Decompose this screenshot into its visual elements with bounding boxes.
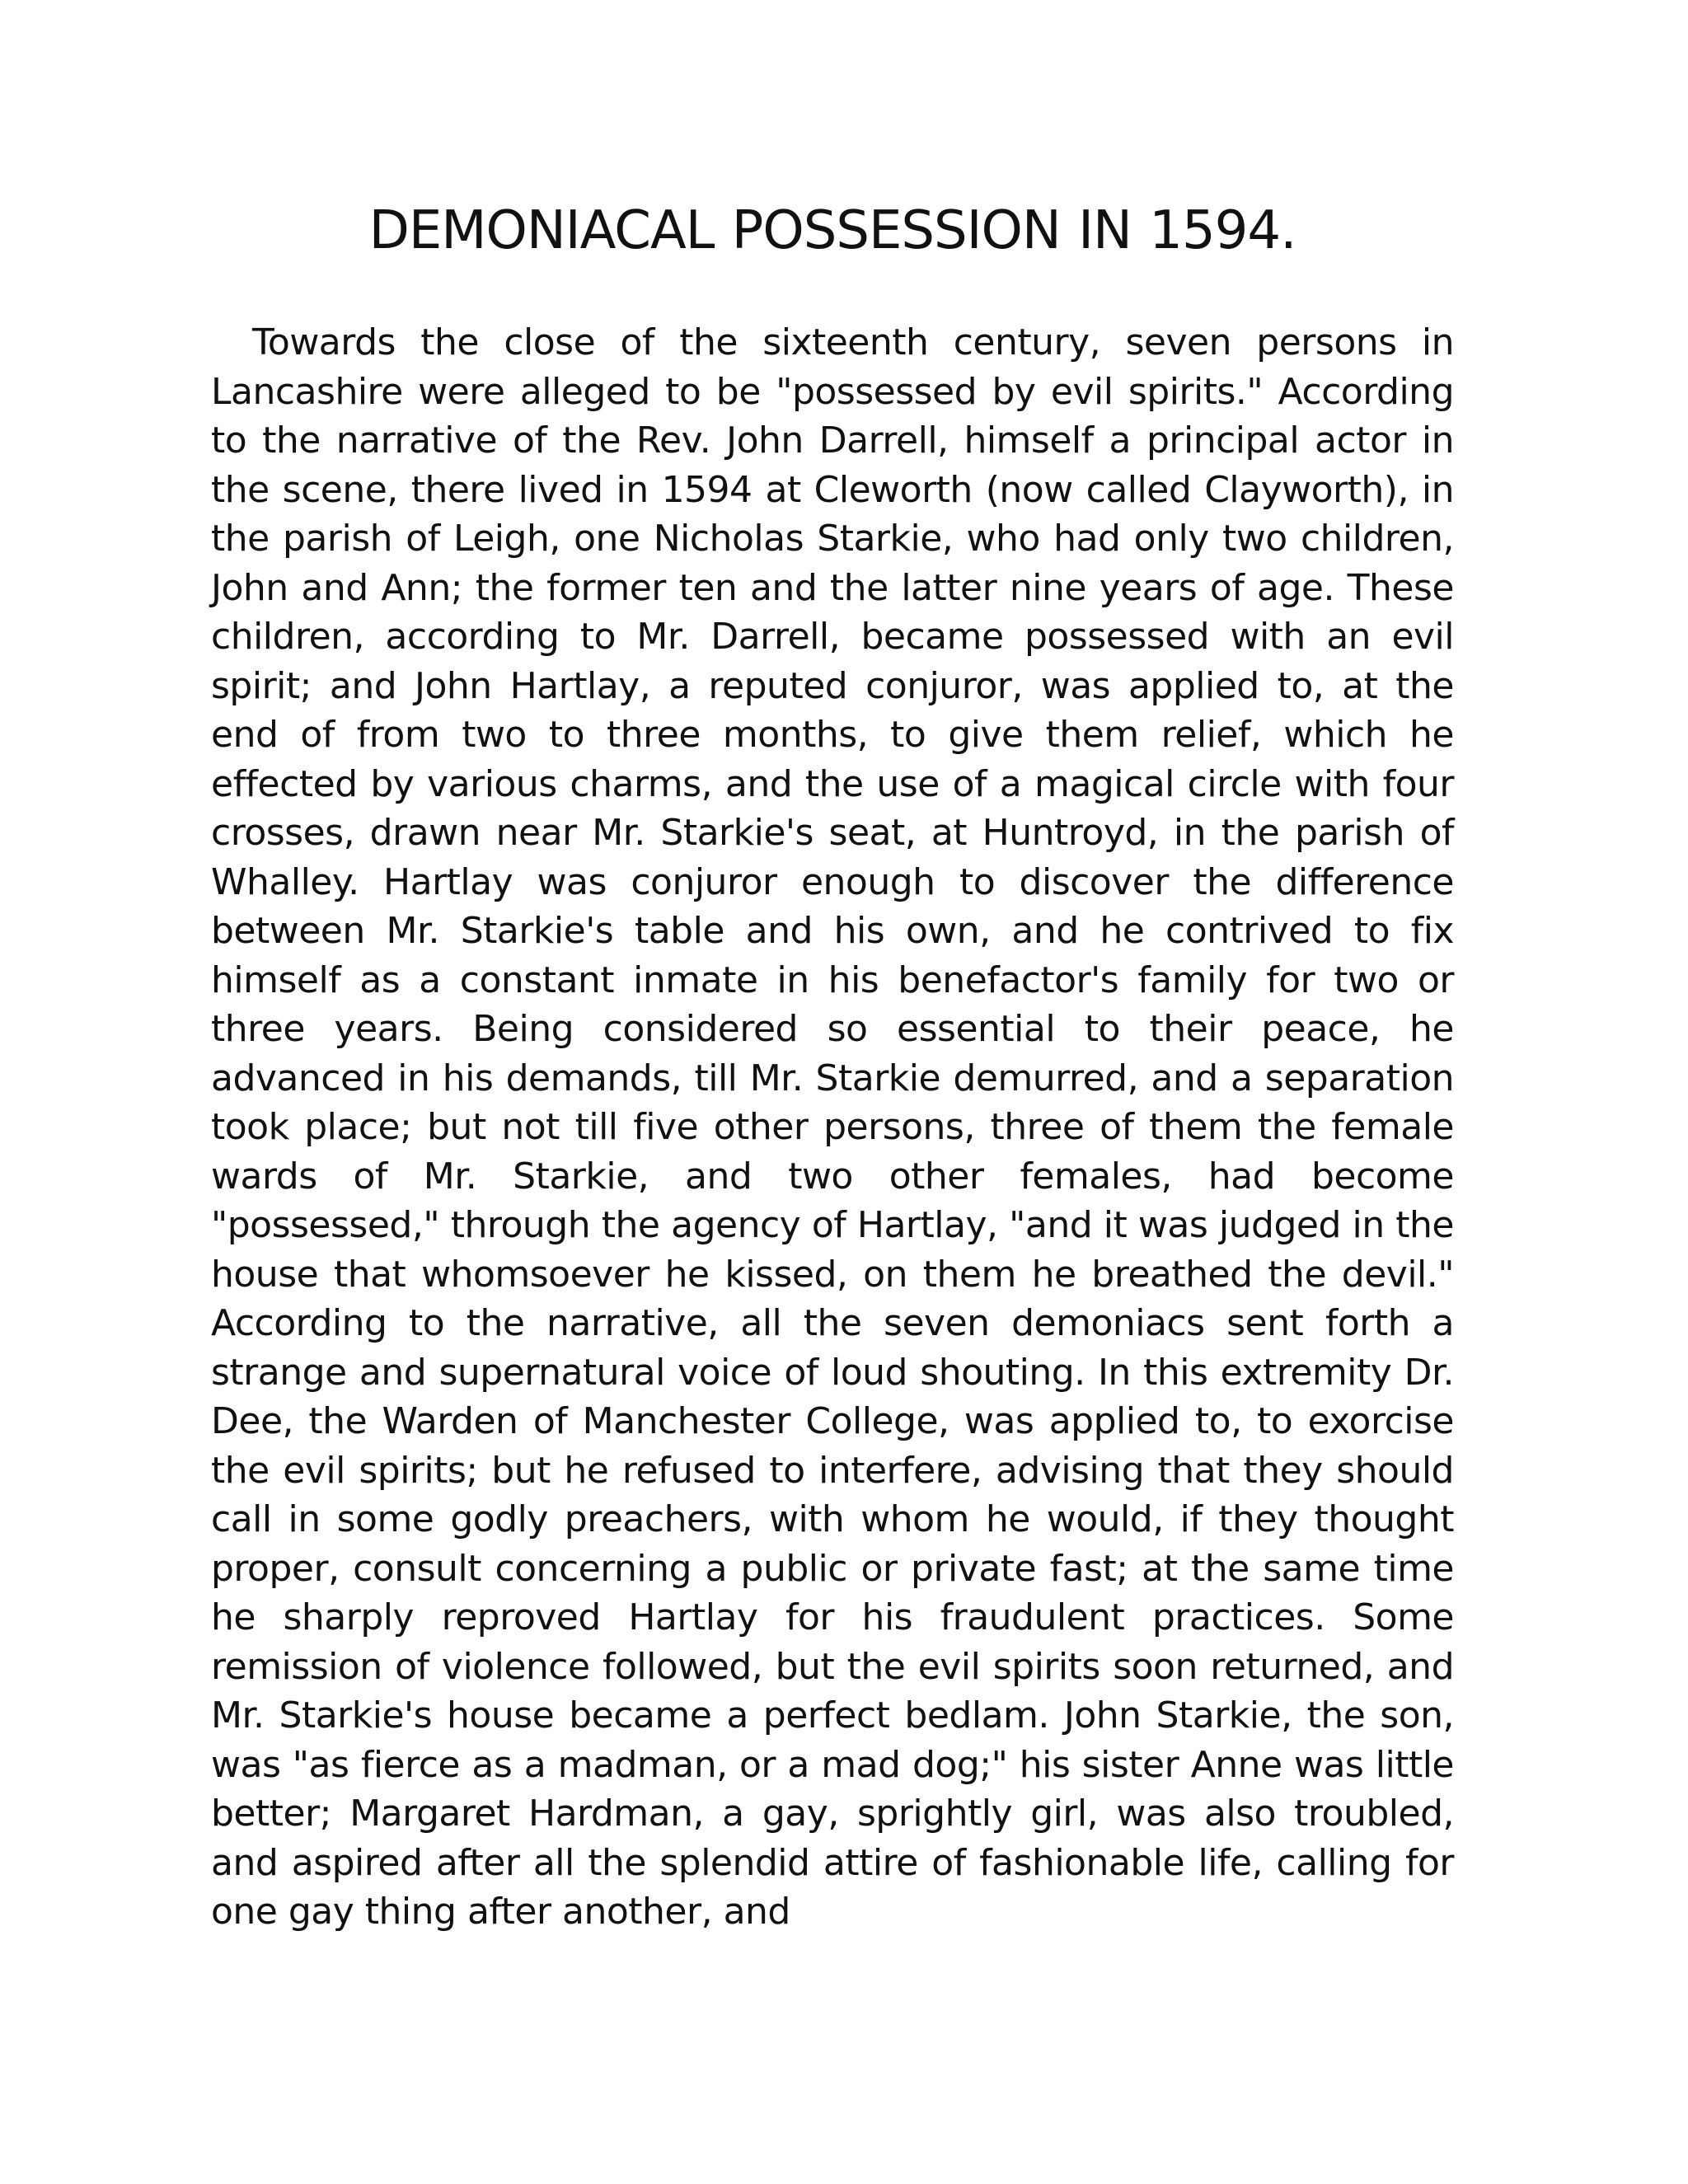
body-paragraph: Towards the close of the sixteenth century, seven persons in Lancashire were alleged to be "possessed by evil spirits." According to the narrative of the Rev. John Darrell, himself a principal actor in the scene, there lived in 1594 at Cleworth (now called Clayworth), in the parish of Leigh, one Nicholas Starkie, who had only two children, John and Ann; the former ten and the latter nine years of age. These children, according to Mr. Darrell, became possessed with an evil spirit; and John Hartlay, a reputed conjuror, was applied to, at the end of from two to three months, to give them relief, which he effected by various charms, and the use of a magical circle with four crosses, drawn near Mr. Starkie's seat, at Huntroyd, in the parish of Whalley. Hartlay was conjuror enough to discover the difference between Mr. Starkie's table and his own, and he contrived to fix himself as a constant inmate in his benefactor's family for two or three years. Being considered so essential to their peace, he advanced in his demands, till Mr. Starkie demurred, and a separation took place; but not till five other persons, three of them the female wards of Mr. Starkie, and two other females, had become "possessed," through the agency of Hartlay, "and it was judged in the house that whomsoever he kissed, on them he breathed the devil." According to the narrative, all the seven demoniacs sent forth a strange and supernatural voice of loud shouting. In this extremity Dr. Dee, the Warden of Manchester College, was applied to, to exorcise the evil spirits; but he refused to interfere, advising that they should call in some godly preachers, with whom he would, if they thought proper, consult concerning a public or private fast; at the same time he sharply reproved Hartlay for his fraudulent practices. Some remission of violence followed, but the evil spirits soon returned, and Mr. Starkie's house became a perfect bedlam. John Starkie, the son, was "as fierce as a madman, or a mad dog;" his sister Anne was little better; Margaret Hardman, a gay, sprightly girl, was also troubled, and aspired after all the splendid attire of fashionable life, calling for one gay thing after another, and: [211, 321, 1454, 1933]
page-title: DEMONIACAL POSSESSION IN 1594.: [368, 200, 1296, 261]
document-page: [211, 198, 1454, 1937]
